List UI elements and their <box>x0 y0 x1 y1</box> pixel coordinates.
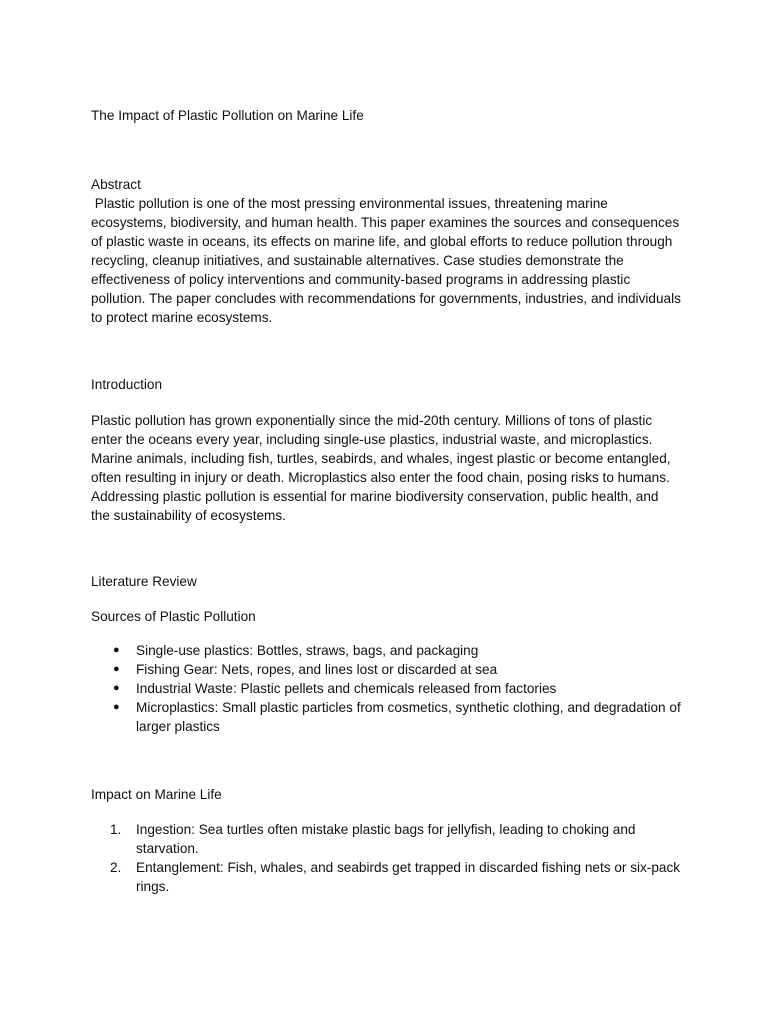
abstract-heading: Abstract <box>91 177 141 192</box>
list-item-text: Single-use plastics: Bottles, straws, bags, and packaging <box>136 643 479 658</box>
list-item <box>91 660 681 679</box>
list-number: 1. <box>110 822 122 837</box>
list-item-text: Fishing Gear: Nets, ropes, and lines lost or discarded at sea <box>136 662 498 677</box>
document-title: The Impact of Plastic Pollution on Marine Life <box>91 108 364 123</box>
bullet-icon: ● <box>113 701 120 713</box>
list-item-text: Entanglement: Fish, whales, and seabirds get trapped in discarded fishing nets or six-pack rings. <box>136 860 681 894</box>
introduction-heading: Introduction <box>91 377 163 392</box>
impact-list <box>91 820 681 896</box>
bullet-icon: ● <box>113 663 120 675</box>
list-item-text: Industrial Waste: Plastic pellets and chemicals released from factories <box>136 681 557 696</box>
list-number: 2. <box>110 860 122 875</box>
bullet-icon: ● <box>113 644 120 656</box>
abstract-body: Plastic pollution is one of the most pressing environmental issues, threatening marine ecosystems, biodiversity, and human health. This paper examines the sources and consequences of plastic waste in oceans, its effects on marine life, and global efforts to reduce pollution through recycling, cleanup initiatives, and sustainable alternatives. Case studies demonstrate the effectiveness of policy interventions and community-based programs in addressing plastic pollution. The paper concludes with recommendations for governments, industries, and individuals to protect marine ecosystems. <box>91 196 685 325</box>
list-item <box>91 641 681 660</box>
impact-heading: Impact on Marine Life <box>91 787 222 802</box>
list-item <box>91 858 681 896</box>
list-item <box>91 698 681 736</box>
list-item-text: Ingestion: Sea turtles often mistake plastic bags for jellyfish, leading to choking and starvation. <box>136 822 636 856</box>
list-item-text: Microplastics: Small plastic particles from cosmetics, synthetic clothing, and degradation of larger plastics <box>136 700 681 734</box>
list-item <box>91 679 681 698</box>
sources-heading: Sources of Plastic Pollution <box>91 609 256 624</box>
introduction-body: Plastic pollution has grown exponentially since the mid-20th century. Millions of tons of plastic enter the oceans every year, including single-use plastics, industrial waste, and microplastics. Marine animals, including fish, turtles, seabirds, and whales, ingest plastic or become entangled, often resulting in injury or death. Microplastics also enter the food chain, posing risks to humans. Addressing plastic pollution is essential for marine biodiversity conservation, public health, and the sustainability of ecosystems. <box>91 413 671 523</box>
list-item <box>91 820 681 858</box>
bullet-icon: ● <box>113 682 120 694</box>
literature-review-heading: Literature Review <box>91 574 197 589</box>
sources-list <box>91 641 681 736</box>
